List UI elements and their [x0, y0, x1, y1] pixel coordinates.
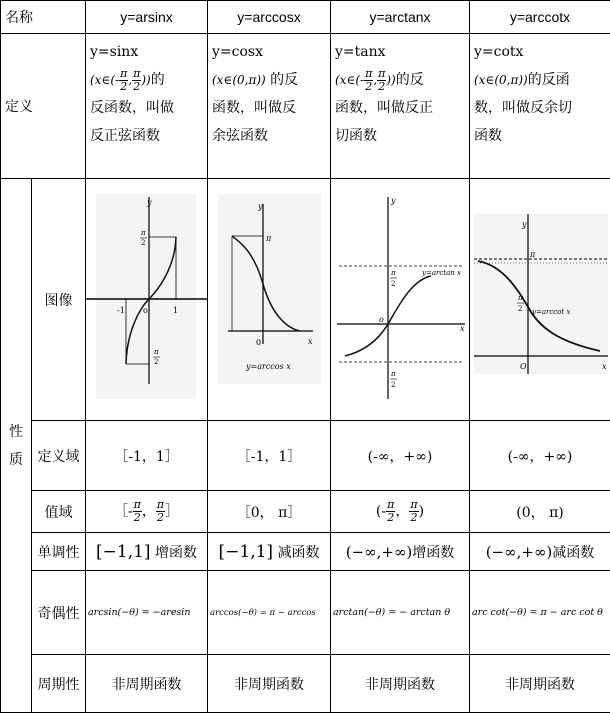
domain-text: (x∈(0,π)) [212, 73, 266, 87]
period-arcsin: 非周期函数 [86, 655, 208, 713]
parity-arcsin: arcsin(−θ) = −aresin [86, 571, 208, 655]
fraction [409, 499, 418, 524]
y-label: y [521, 220, 527, 229]
mono-word: 减函数 [278, 545, 320, 561]
def-domain [90, 66, 203, 94]
graph-arcsin-cell [86, 179, 208, 421]
domain-open: (x∈(- [90, 73, 119, 87]
def-text3: 反正弦函数 [90, 122, 203, 150]
range-arccos: ［0， π］ [208, 491, 331, 533]
parity-arctan: arctan(−θ) = − arctan θ [331, 571, 470, 655]
def-text1: 的反 [270, 72, 298, 88]
range-close: ) [419, 504, 424, 520]
period-arccot: 非周期函数 [470, 655, 610, 713]
domain-row [1, 421, 610, 491]
range-sep: ， [395, 504, 409, 520]
definition-arccos [208, 34, 331, 179]
mono-word: 增函数 [155, 545, 197, 561]
graph-background [474, 214, 608, 374]
tick-two-bottom: 2 [391, 381, 395, 389]
y-label: y [146, 198, 152, 207]
mono-interval: [−1,1] [219, 542, 274, 562]
frac-den: 2 [132, 81, 141, 93]
frac-num: π [156, 499, 165, 512]
mono-interval: (−∞,+∞) [346, 543, 413, 561]
def-func: y=cotx [474, 38, 606, 66]
domain-text: (x∈(0,π)) [474, 73, 528, 87]
def-domain [335, 66, 465, 94]
col-header-arcsin: y=arsinx [86, 1, 208, 34]
range-close: ］ [165, 504, 179, 520]
def-func: y=tanx [335, 38, 465, 66]
mono-arctan [331, 533, 470, 571]
fraction [119, 68, 128, 93]
frac-den: 2 [156, 512, 165, 524]
fraction [386, 499, 395, 524]
frac-den: 2 [119, 81, 128, 93]
def-text3: 函数 [474, 122, 606, 150]
col-header-arctan: y=arctanx [331, 1, 470, 34]
curve-caption: y=arccot x [531, 308, 570, 316]
origin-label: O [520, 362, 527, 371]
frac-den: 2 [377, 81, 386, 93]
graph-arccot [470, 179, 610, 416]
properties-label-1: 性 [1, 418, 31, 446]
fraction [364, 68, 373, 93]
domain-arcsin: ［-1，1］ [86, 421, 208, 491]
def-domain [474, 66, 606, 94]
tick-pi-bottom: π [153, 348, 159, 356]
x-label: x [460, 324, 465, 333]
def-text2: 数，叫做反余切 [474, 94, 606, 122]
range-arcsin [86, 491, 208, 533]
tick-two-top: 2 [391, 280, 395, 288]
monotonicity-label: 单调性 [32, 533, 86, 571]
tick-two: 2 [518, 305, 522, 313]
tick-pi-top: π [140, 229, 146, 237]
domain-arccot: (-∞，+∞) [470, 421, 610, 491]
graph-background [96, 194, 196, 399]
mono-interval: (−∞,+∞) [486, 543, 553, 561]
x-label: x [308, 337, 313, 346]
domain-close: )) [386, 73, 395, 87]
def-text3: 切函数 [335, 122, 465, 150]
range-open: ［- [114, 504, 133, 520]
tick-neg1: -1 [117, 306, 125, 315]
tick-pi-bottom: π [390, 370, 396, 378]
x-label: x [602, 362, 607, 371]
domain-arccos: ［-1，1］ [208, 421, 331, 491]
periodicity-row [1, 655, 610, 713]
definition-arcsin [86, 34, 208, 179]
range-row [1, 491, 610, 533]
parity-arccos: arccos(−θ) = π − arccos [208, 571, 331, 655]
def-text2: 函数，叫做反 [212, 94, 326, 122]
domain-sep: , [373, 73, 377, 87]
frac-den: 2 [386, 512, 395, 524]
curve-caption: y=arccos x [245, 362, 291, 371]
origin-label: 0 [256, 338, 261, 347]
tick-pi-top: π [390, 269, 396, 277]
graph-arccos [208, 179, 331, 416]
graph-row [1, 179, 610, 421]
period-arccos: 非周期函数 [208, 655, 331, 713]
range-arctan [331, 491, 470, 533]
tick-one: 1 [173, 306, 178, 315]
domain-sep: , [128, 73, 132, 87]
def-func: y=cosx [212, 38, 326, 66]
fraction [132, 68, 141, 93]
tick-pi: π [265, 234, 272, 243]
tick-pi-half: π [517, 294, 523, 302]
definition-arccot [470, 34, 610, 179]
header-row [1, 1, 610, 34]
parity-label: 奇偶性 [32, 571, 86, 655]
def-domain [212, 66, 326, 94]
def-text1: 的反函 [528, 72, 570, 88]
def-func: y=sinx [90, 38, 203, 66]
tick-two-bottom: 2 [154, 358, 158, 366]
definition-label: 定义 [1, 34, 86, 179]
parity-arccot: arc cot(−θ) = π − arc cot θ [470, 571, 610, 655]
range-sep: ， [142, 504, 156, 520]
properties-label [1, 179, 32, 713]
y-label: y [390, 196, 396, 205]
origin-label: o [143, 306, 148, 315]
frac-num: π [364, 68, 373, 81]
domain-label: 定义域 [32, 421, 86, 491]
domain-close: )) [141, 73, 150, 87]
tick-two-top: 2 [141, 239, 145, 247]
periodicity-label: 周期性 [32, 655, 86, 713]
frac-num: π [377, 68, 386, 81]
properties-label-2: 质 [1, 446, 31, 474]
graph-arccot-cell [470, 179, 610, 421]
definition-arctan [331, 34, 470, 179]
y-label: y [257, 202, 263, 211]
mono-word: 减函数 [552, 545, 594, 561]
frac-den: 2 [133, 512, 142, 524]
frac-num: π [409, 499, 418, 512]
name-header: 名称 [1, 1, 86, 34]
graph-arccos-cell [208, 179, 331, 421]
def-text2: 反函数，叫做 [90, 94, 203, 122]
range-label: 值域 [32, 491, 86, 533]
frac-den: 2 [409, 512, 418, 524]
graph-background [218, 194, 321, 384]
definition-row [1, 34, 610, 179]
mono-word: 增函数 [412, 545, 454, 561]
def-text2: 函数，叫做反正 [335, 94, 465, 122]
graph-label: 图像 [32, 179, 86, 421]
frac-num: π [133, 499, 142, 512]
mono-arcsin [86, 533, 208, 571]
fraction [133, 499, 142, 524]
mono-arccot [470, 533, 610, 571]
monotonicity-row [1, 533, 610, 571]
def-text3: 余弦函数 [212, 122, 326, 150]
fraction [156, 499, 165, 524]
domain-arctan: (-∞，+∞) [331, 421, 470, 491]
mono-interval: [−1,1] [96, 542, 151, 562]
origin-label: o [379, 315, 384, 324]
tick-pi: π [529, 250, 536, 259]
frac-den: 2 [364, 81, 373, 93]
frac-num: π [386, 499, 395, 512]
frac-num: π [132, 68, 141, 81]
def-text1: 的反 [396, 72, 424, 88]
mono-arccos [208, 533, 331, 571]
col-header-arccos: y=arccosx [208, 1, 331, 34]
fraction [377, 68, 386, 93]
period-arctan: 非周期函数 [331, 655, 470, 713]
range-open: (- [376, 504, 386, 520]
graph-arctan [331, 179, 470, 416]
parity-row [1, 571, 610, 655]
graph-arctan-cell [331, 179, 470, 421]
domain-open: (x∈(- [335, 73, 364, 87]
def-text1: 的 [151, 72, 165, 88]
frac-num: π [119, 68, 128, 81]
curve-caption: y=arctan x [421, 269, 461, 277]
range-arccot: (0， π) [470, 491, 610, 533]
graph-arcsin [86, 179, 208, 416]
col-header-arccot: y=arccotx [470, 1, 610, 34]
